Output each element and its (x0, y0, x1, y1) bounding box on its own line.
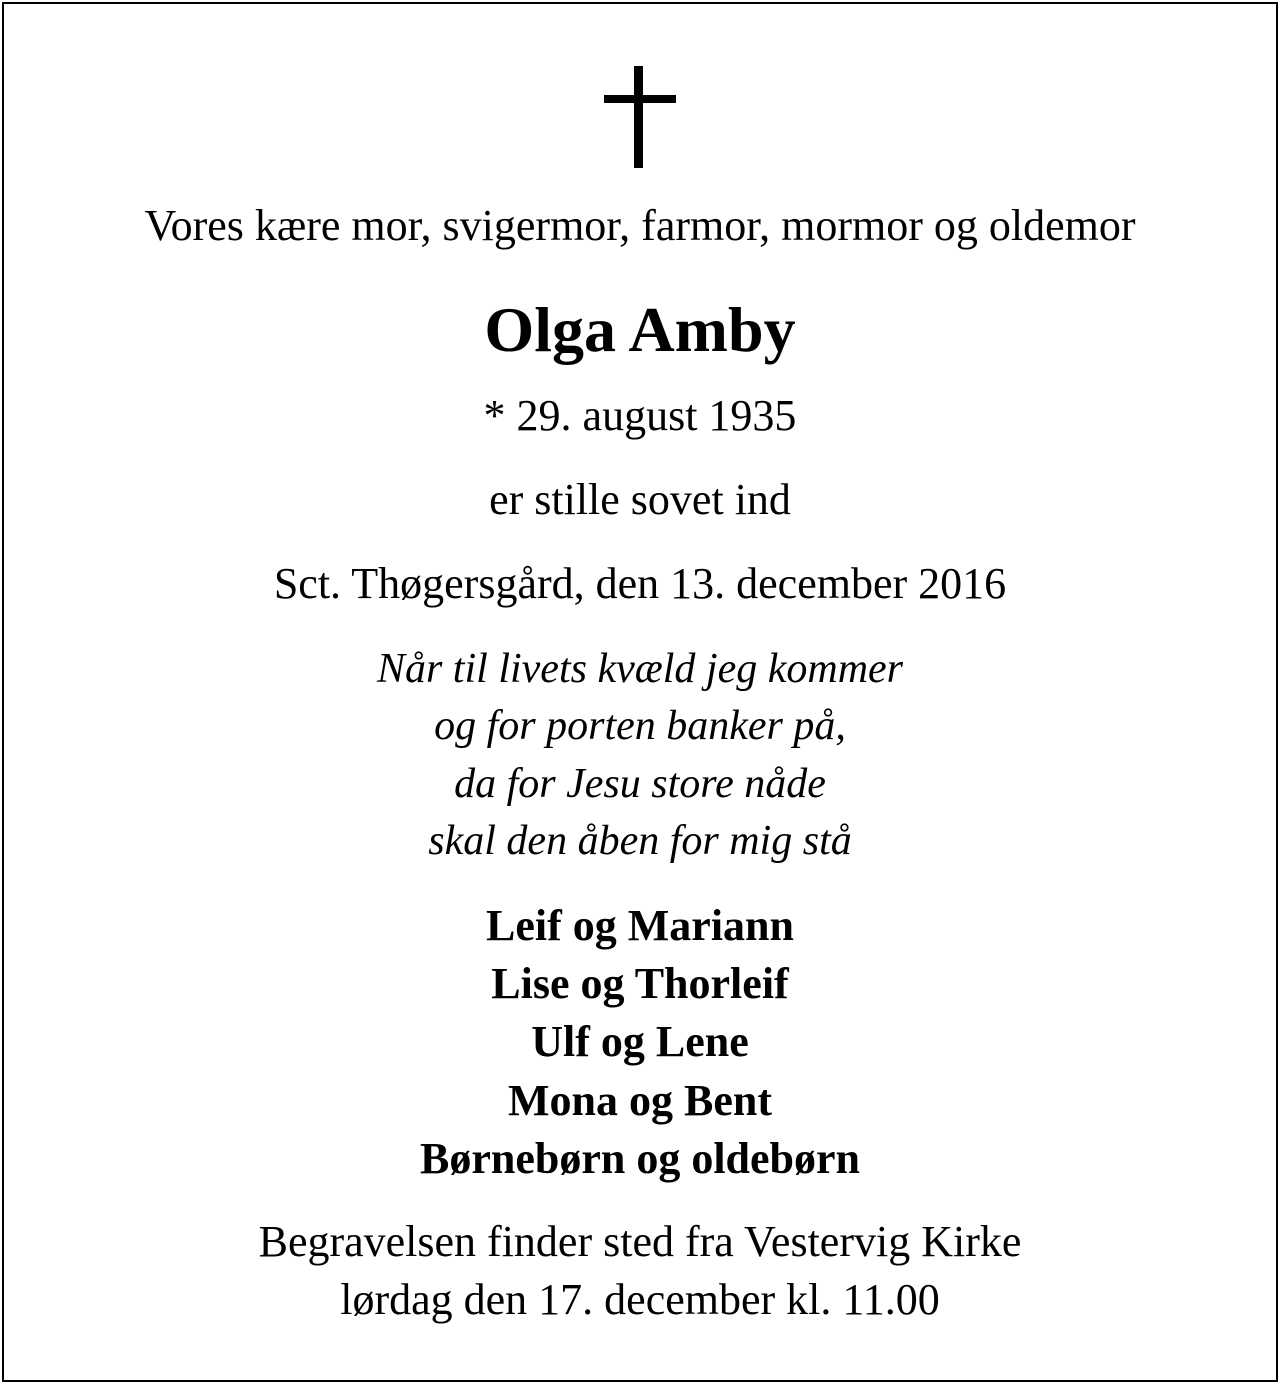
cross-icon (604, 66, 676, 168)
funeral-info: Begravelsen finder sted fra Vestervig Kirke (258, 1217, 1022, 1266)
cross-vertical-bar (634, 66, 643, 168)
passed-text: er stille sovet ind (489, 475, 791, 524)
family-member: Børnebørn og oldebørn (419, 1134, 861, 1183)
funeral-info: lørdag den 17. december kl. 11.00 (340, 1275, 940, 1324)
verse-line: Når til livets kvæld jeg kommer (376, 646, 904, 692)
intro-text: Vores kære mor, svigermor, farmor, mormor og oldemor (144, 201, 1136, 250)
cross-horizontal-bar (604, 95, 676, 103)
family-member: Mona og Bent (508, 1076, 772, 1125)
family-member: Lise og Thorleif (491, 959, 789, 1008)
verse-line: og for porten banker på, (434, 703, 846, 749)
family-member: Ulf og Lene (531, 1017, 749, 1066)
family-member: Leif og Mariann (486, 901, 794, 950)
deceased-name: Olga Amby (484, 294, 796, 365)
place-and-date: Sct. Thøgersgård, den 13. december 2016 (273, 559, 1007, 608)
verse-line: skal den åben for mig stå (428, 818, 852, 864)
birth-date: * 29. august 1935 (483, 391, 797, 440)
verse-line: da for Jesu store nåde (454, 761, 826, 807)
